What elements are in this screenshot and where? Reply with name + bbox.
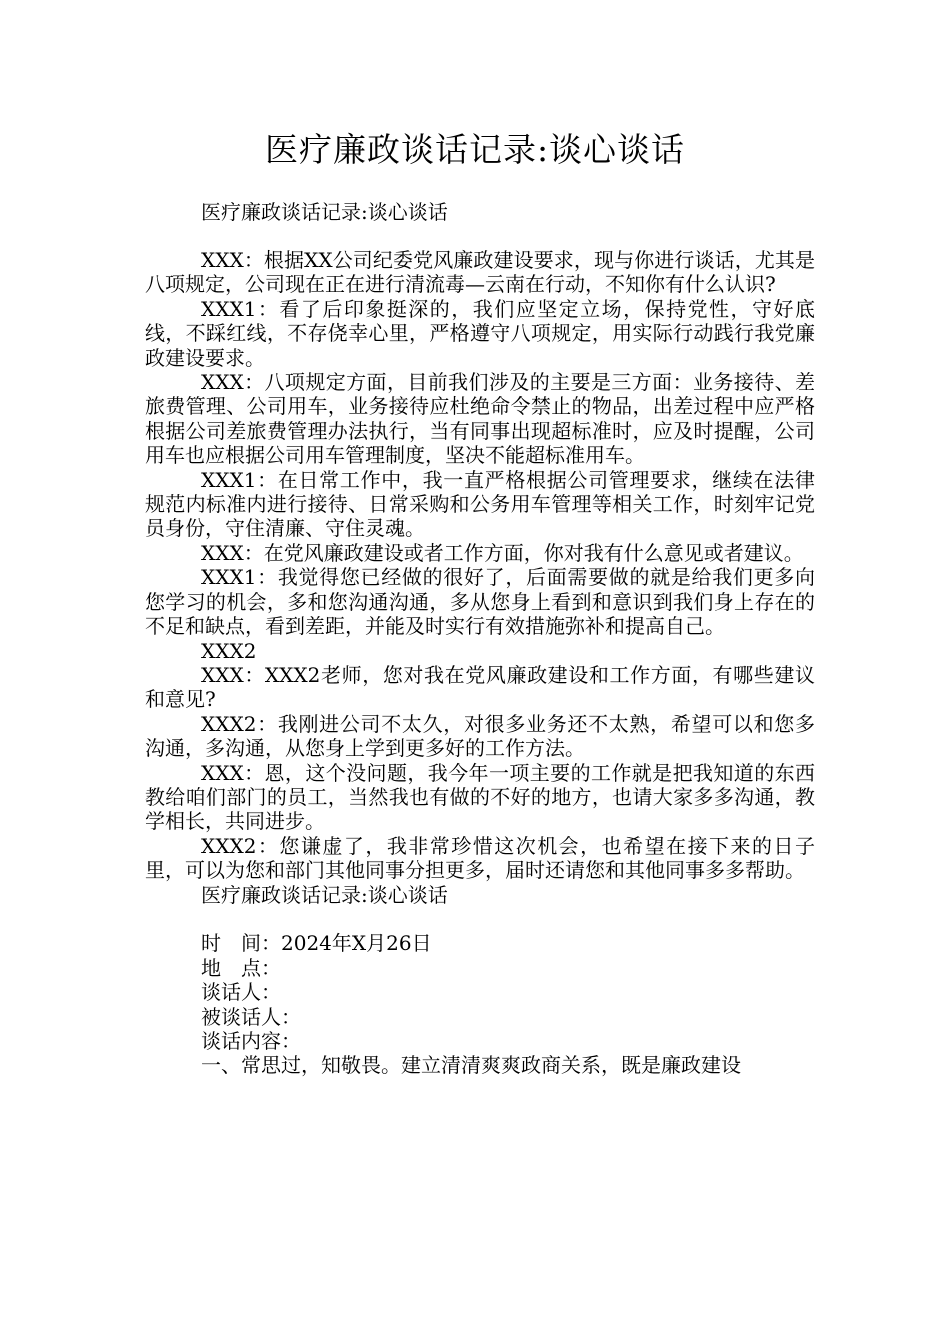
document-body [145, 248, 815, 1078]
paragraph: XXX2：我刚进公司不太久，对很多业务还不太熟，希望可以和您多沟通，多沟通，从您身上学到更多好的工作方法。 [145, 711, 815, 761]
section-title: 医疗廉政谈话记录:谈心谈话 [201, 882, 448, 907]
meta-time: 时 间：2024年X月26日 [201, 931, 432, 956]
meta-interviewer: 谈话人： [201, 980, 281, 1005]
paragraph: XXX1：我觉得您已经做的很好了，后面需要做的就是给我们更多向您学习的机会，多和您沟通沟通，多从您身上看到和意识到我们身上存在的不足和缺点，看到差距，并能及时实行有效措施弥补和提高自己。 [145, 565, 815, 639]
paragraph: XXX：八项规定方面，目前我们涉及的主要是三方面：业务接待、差旅费管理、公司用车，业务接待应杜绝命令禁止的物品，出差过程中应严格根据公司差旅费管理办法执行，当有同事出现超标准时，应及时提醒，公司用车也应根据公司用车管理制度，坚决不能超标准用车。 [145, 370, 815, 468]
paragraph: XXX：在党风廉政建设或者工作方面，你对我有什么意见或者建议。 [201, 540, 804, 565]
paragraph: XXX：XXX2老师，您对我在党风廉政建设和工作方面，有哪些建议和意见? [145, 662, 815, 712]
blank-line [145, 907, 815, 931]
meta-place: 地 点： [201, 955, 281, 980]
document-subtitle: 医疗廉政谈话记录:谈心谈话 [201, 200, 448, 224]
meta-interviewee: 被谈话人： [201, 1004, 301, 1029]
speaker-label: XXX2 [201, 638, 257, 663]
closing-paragraph: 一、常思过，知敬畏。建立清清爽爽政商关系，既是廉政建设 [201, 1053, 741, 1078]
meta-content-label: 谈话内容： [201, 1028, 301, 1053]
paragraph: XXX1：看了后印象挺深的，我们应坚定立场，保持党性，守好底线，不踩红线，不存侥幸心里，严格遵守八项规定，用实际行动践行我党廉政建设要求。 [145, 296, 815, 370]
paragraph: XXX：根据XX公司纪委党风廉政建设要求，现与你进行谈话，尤其是八项规定，公司现在正在进行清流毒—云南在行动，不知你有什么认识? [145, 248, 815, 297]
paragraph: XXX：恩，这个没问题，我今年一项主要的工作就是把我知道的东西教给咱们部门的员工，当然我也有做的不好的地方，也请大家多多沟通，教学相长，共同进步。 [145, 760, 815, 834]
paragraph: XXX1：在日常工作中，我一直严格根据公司管理要求，继续在法律规范内标准内进行接待、日常采购和公务用车管理等相关工作，时刻牢记党员身份，守住清廉、守住灵魂。 [145, 467, 815, 541]
paragraph: XXX2：您谦虚了，我非常珍惜这次机会，也希望在接下来的日子里，可以为您和部门其他同事分担更多，届时还请您和其他同事多多帮助。 [145, 833, 815, 883]
document-title: 医疗廉政谈话记录:谈心谈话 [264, 130, 686, 169]
